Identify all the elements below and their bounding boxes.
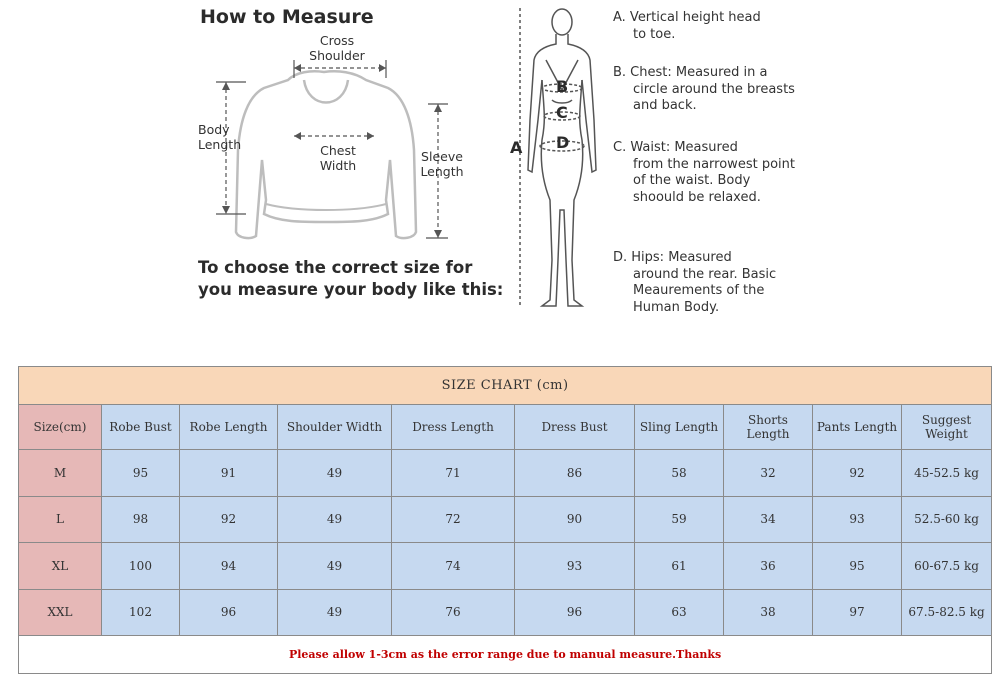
table-cell: 71 (392, 450, 515, 497)
step-c-rest: from the narrowest point of the waist. Body shoould be relaxed. (633, 156, 795, 205)
table-cell: 58 (635, 450, 724, 497)
table-cell: 91 (180, 450, 278, 497)
label-sleeve-length: Sleeve Length (420, 149, 464, 179)
table-cell: 86 (515, 450, 635, 497)
size-chart-note-row (19, 636, 992, 674)
table-cell: 96 (515, 589, 635, 636)
table-cell: 49 (278, 589, 392, 636)
table-cell: 49 (278, 496, 392, 543)
table-cell: 98 (102, 496, 180, 543)
measure-guide (176, 0, 796, 340)
header-cell: Suggest Weight (902, 405, 992, 450)
table-cell: 45-52.5 kg (902, 450, 992, 497)
table-cell: 76 (392, 589, 515, 636)
label-chest-width: Chest Width (319, 143, 357, 173)
table-cell: 93 (515, 543, 635, 590)
label-cross-shoulder: Cross Shoulder (309, 33, 365, 63)
choose-size-instructions (198, 257, 503, 301)
error-range-note: Please allow 1-3cm as the error range due to manual measure.Thanks (19, 636, 992, 674)
size-cell: L (19, 496, 102, 543)
table-cell: 97 (813, 589, 902, 636)
size-chart-title: SIZE CHART (cm) (19, 367, 992, 405)
table-cell: 72 (392, 496, 515, 543)
figure-letter-a: A (510, 138, 523, 157)
human-body-diagram (506, 0, 606, 320)
header-cell: Robe Bust (102, 405, 180, 450)
step-d (613, 250, 798, 316)
step-b (613, 65, 798, 115)
table-cell: 38 (724, 589, 813, 636)
table-cell: 96 (180, 589, 278, 636)
table-cell: 100 (102, 543, 180, 590)
choose-line-2: you measure your body like this: (198, 280, 504, 299)
label-body-length: Body Length (198, 122, 242, 152)
table-cell: 102 (102, 589, 180, 636)
table-cell: 34 (724, 496, 813, 543)
step-a-rest: to toe. (633, 26, 676, 42)
header-cell: Size(cm) (19, 405, 102, 450)
size-cell: XXL (19, 589, 102, 636)
step-a-head: A. Vertical height head (613, 10, 761, 25)
header-cell: Robe Length (180, 405, 278, 450)
table-cell: 74 (392, 543, 515, 590)
table-cell: 59 (635, 496, 724, 543)
table-cell: 52.5-60 kg (902, 496, 992, 543)
header-cell: Dress Length (392, 405, 515, 450)
table-row (19, 589, 992, 636)
table-cell: 63 (635, 589, 724, 636)
table-cell: 67.5-82.5 kg (902, 589, 992, 636)
table-cell: 49 (278, 450, 392, 497)
table-cell: 36 (724, 543, 813, 590)
figure-letter-c: C (556, 103, 568, 122)
figure-letter-d: D (556, 133, 570, 152)
step-b-head: B. Chest: Measured in a (613, 65, 768, 80)
step-a (613, 10, 761, 43)
step-b-rest: circle around the breasts and back. (633, 81, 795, 113)
table-cell: 61 (635, 543, 724, 590)
table-row (19, 450, 992, 497)
table-cell: 90 (515, 496, 635, 543)
header-cell: Pants Length (813, 405, 902, 450)
header-cell: Sling Length (635, 405, 724, 450)
size-chart-title-row (19, 367, 992, 405)
header-cell: Shoulder Width (278, 405, 392, 450)
table-cell: 94 (180, 543, 278, 590)
step-c-head: C. Waist: Measured (613, 140, 738, 155)
table-cell: 60-67.5 kg (902, 543, 992, 590)
table-cell: 92 (180, 496, 278, 543)
table-cell: 92 (813, 450, 902, 497)
choose-line-1: To choose the correct size for (198, 258, 473, 277)
size-cell: M (19, 450, 102, 497)
table-cell: 95 (813, 543, 902, 590)
size-chart-header-row (19, 405, 992, 450)
step-d-rest: around the rear. Basic Meaurements of the Human Body. (633, 266, 777, 315)
table-row (19, 496, 992, 543)
size-chart-table (18, 366, 992, 674)
step-d-head: D. Hips: Measured (613, 250, 732, 265)
table-cell: 32 (724, 450, 813, 497)
header-cell: Dress Bust (515, 405, 635, 450)
size-cell: XL (19, 543, 102, 590)
table-cell: 93 (813, 496, 902, 543)
header-cell: Shorts Length (724, 405, 813, 450)
table-cell: 49 (278, 543, 392, 590)
step-c (613, 140, 798, 206)
table-row (19, 543, 992, 590)
guide-title: How to Measure (200, 6, 374, 28)
table-cell: 95 (102, 450, 180, 497)
figure-letter-b: B (556, 77, 569, 96)
